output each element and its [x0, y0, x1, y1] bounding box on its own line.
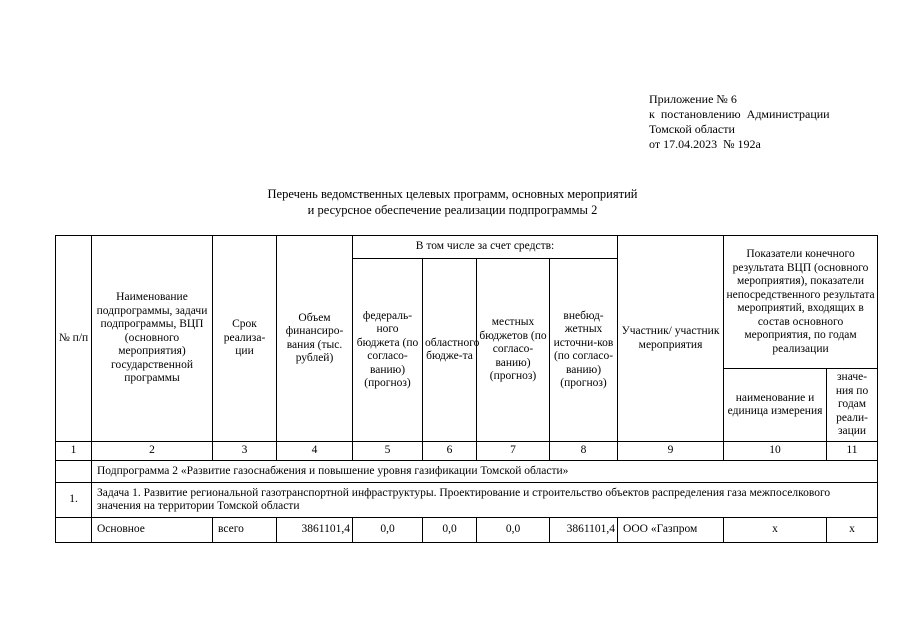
col-number: 6 [423, 442, 477, 461]
header-num: № п/п [56, 236, 92, 442]
header-indicators: Показатели конечного результата ВЦП (основного мероприятия), показатели непосредственного результата мероприятий, входящих в состав основного мероприятия, по годам реализации [724, 236, 878, 369]
col-number: 11 [827, 442, 878, 461]
title-line: и ресурсное обеспечение реализации подпрограммы 2 [307, 203, 598, 217]
column-numbers-row [56, 442, 878, 461]
col-number: 7 [477, 442, 550, 461]
col-number: 3 [213, 442, 277, 461]
header-local: местных бюджетов (по согласо-ванию) (прогноз) [477, 259, 550, 442]
header-name: Наименование подпрограммы, задачи подпрограммы, ВЦП (основного мероприятия) государственной программы [92, 236, 213, 442]
row-volume: 3861101,4 [277, 518, 353, 543]
subprogram-title: Подпрограмма 2 «Развитие газоснабжения и повышение уровня газификации Томской области» [92, 461, 878, 483]
row-ind-name: х [724, 518, 827, 543]
appendix-line: от 17.04.2023 № 192а [649, 137, 761, 151]
row-regional: 0,0 [423, 518, 477, 543]
col-number: 10 [724, 442, 827, 461]
row-ind-value: х [827, 518, 878, 543]
task-num: 1. [56, 483, 92, 518]
row-local: 0,0 [477, 518, 550, 543]
appendix-line: к постановлению Администрации [649, 107, 830, 121]
header-sources-group: В том числе за счет средств: [353, 236, 618, 259]
col-number: 5 [353, 442, 423, 461]
col-number: 4 [277, 442, 353, 461]
programs-table [55, 235, 878, 543]
title-line: Перечень ведомственных целевых программ, основных мероприятий [267, 187, 638, 201]
row-participant: ООО «Газпром [618, 518, 724, 543]
appendix-line: Томской области [649, 122, 735, 136]
header-ind-name: наименование и единица измерения [724, 369, 827, 442]
row-name: Основное [92, 518, 213, 543]
appendix-line: Приложение № 6 [649, 92, 737, 106]
task-text: Задача 1. Развитие региональной газотранспортной инфраструктуры. Проектирование и строительство объектов распределения газа межпоселкового значения на территории Томской области [92, 483, 878, 518]
col-number: 8 [550, 442, 618, 461]
row-num [56, 518, 92, 543]
col-number: 2 [92, 442, 213, 461]
header-participant: Участник/ участник мероприятия [618, 236, 724, 442]
col-number: 9 [618, 442, 724, 461]
header-term: Срок реализа-ции [213, 236, 277, 442]
header-ind-value: значе-ния по годам реали-зации [827, 369, 878, 442]
header-extra: внебюд-жетных источни-ков (по согласо-ванию) (прогноз) [550, 259, 618, 442]
col-number: 1 [56, 442, 92, 461]
appendix-block [649, 92, 830, 152]
header-federal: федераль-ного бюджета (по согласо-ванию) (прогноз) [353, 259, 423, 442]
header-volume: Объем финансиро-вания (тыс. рублей) [277, 236, 353, 442]
row-federal: 0,0 [353, 518, 423, 543]
row-term: всего [213, 518, 277, 543]
table-row [56, 518, 878, 543]
header-regional: областного бюдже-та [423, 259, 477, 442]
subprogram-row [56, 461, 878, 483]
document-title [0, 186, 905, 218]
subprogram-num [56, 461, 92, 483]
row-extra: 3861101,4 [550, 518, 618, 543]
task-row [56, 483, 878, 518]
